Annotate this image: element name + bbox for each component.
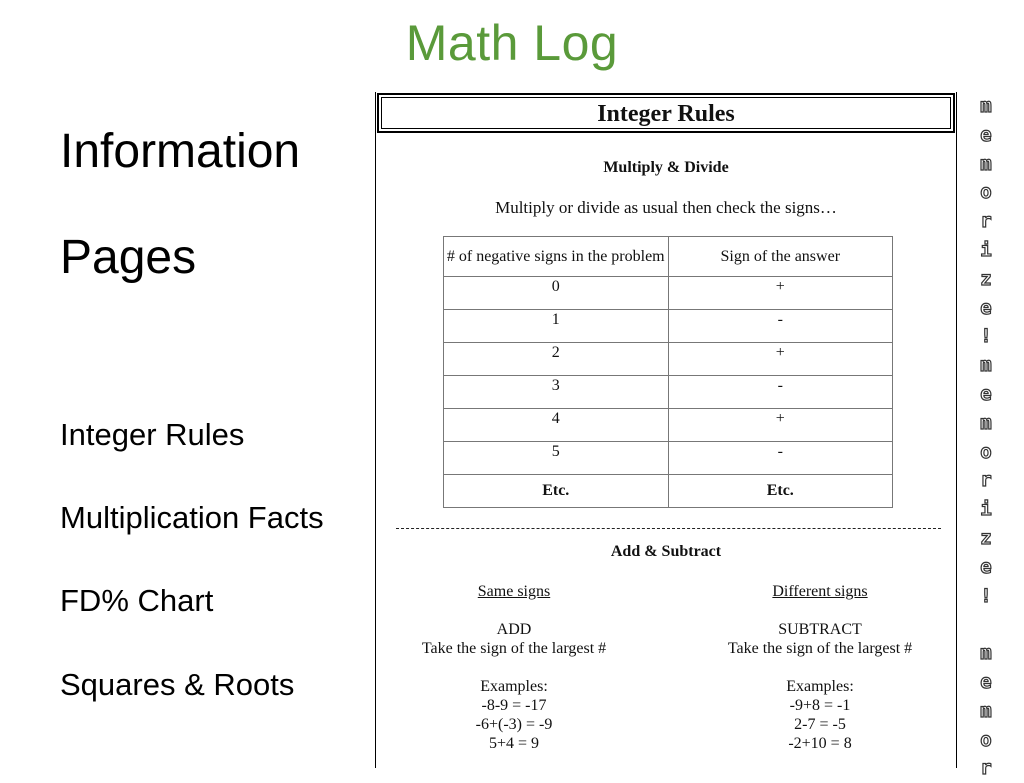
sidebar-letter: m	[980, 152, 992, 175]
sidebar-letter: r	[980, 469, 992, 492]
heading-information: Information	[60, 125, 301, 178]
sidebar-letter: e	[980, 555, 992, 578]
table-row	[444, 277, 893, 310]
sidebar-letter: e	[980, 670, 992, 693]
table-cell: Etc.	[444, 475, 669, 508]
same-signs-column	[384, 582, 644, 753]
table-cell: -	[668, 442, 893, 475]
sign-rules-table	[443, 236, 893, 508]
sidebar-letter: e	[980, 296, 992, 319]
document-title: Integer Rules	[377, 93, 955, 133]
sidebar-letter: m	[980, 411, 992, 434]
nav-squares-roots[interactable]: Squares & Roots	[60, 667, 295, 702]
same-signs-example: -8-9 = -17	[481, 697, 547, 714]
sidebar-letter: o	[980, 728, 992, 751]
table-cell: +	[668, 409, 893, 442]
sidebar-letter: i	[980, 238, 992, 261]
sidebar-letter: !	[980, 584, 992, 607]
same-signs-example: 5+4 = 9	[488, 735, 540, 752]
table-row	[444, 343, 893, 376]
table-cell: 2	[444, 343, 669, 376]
sidebar-letter: !	[980, 325, 992, 348]
multiply-divide-intro: Multiply or divide as usual then check the signs…	[495, 198, 837, 217]
table-header-negatives: # of negative signs in the problem	[444, 237, 669, 277]
integer-rules-document	[375, 92, 957, 768]
sidebar-letter: o	[980, 181, 992, 204]
table-cell: 1	[444, 310, 669, 343]
same-signs-examples-label: Examples:	[480, 678, 548, 695]
sidebar-letter: m	[980, 354, 992, 377]
table-header-sign: Sign of the answer	[668, 237, 893, 277]
table-cell: +	[668, 277, 893, 310]
sidebar-gap	[966, 610, 1006, 639]
heading-pages: Pages	[60, 231, 197, 284]
different-signs-operation: SUBTRACT	[778, 621, 862, 638]
table-row	[444, 376, 893, 409]
different-signs-example: -2+10 = 8	[788, 735, 852, 752]
nav-multiplication-facts[interactable]: Multiplication Facts	[60, 500, 324, 535]
same-signs-label: Same signs	[477, 583, 551, 600]
sidebar-letter: o	[980, 440, 992, 463]
table-row	[444, 310, 893, 343]
table-cell: 5	[444, 442, 669, 475]
memorize-vertical-text	[966, 92, 1006, 783]
same-signs-example: -6+(-3) = -9	[475, 716, 553, 733]
sidebar-letter: r	[980, 757, 992, 780]
sidebar-letter: z	[980, 267, 992, 290]
table-cell: -	[668, 376, 893, 409]
sidebar-letter: r	[980, 210, 992, 233]
table-row	[444, 409, 893, 442]
nav-integer-rules[interactable]: Integer Rules	[60, 417, 245, 452]
sidebar-letter: m	[980, 642, 992, 665]
different-signs-column	[690, 582, 950, 753]
different-signs-example: 2-7 = -5	[794, 716, 846, 733]
nav-fd-chart[interactable]: FD% Chart	[60, 583, 214, 618]
same-signs-operation: ADD	[496, 621, 532, 638]
table-cell: 0	[444, 277, 669, 310]
table-cell: 3	[444, 376, 669, 409]
sidebar-letter: z	[980, 526, 992, 549]
same-signs-rule: Take the sign of the largest #	[421, 640, 607, 657]
table-cell: 4	[444, 409, 669, 442]
different-signs-examples-label: Examples:	[786, 678, 854, 695]
sidebar-letter: e	[980, 382, 992, 405]
slide-title: Math Log	[405, 15, 619, 71]
different-signs-rule: Take the sign of the largest #	[727, 640, 913, 657]
different-signs-label: Different signs	[772, 583, 868, 600]
table-row	[444, 442, 893, 475]
table-cell: Etc.	[668, 475, 893, 508]
table-row	[444, 475, 893, 508]
sidebar-letter: e	[980, 123, 992, 146]
dashed-divider	[396, 528, 941, 529]
table-cell: +	[668, 343, 893, 376]
sidebar-letter: m	[980, 95, 992, 117]
different-signs-example: -9+8 = -1	[789, 697, 851, 714]
sidebar-letter: i	[980, 498, 992, 521]
add-subtract-heading: Add & Subtract	[610, 543, 722, 560]
multiply-divide-heading: Multiply & Divide	[603, 159, 729, 176]
sidebar-letter: m	[980, 699, 992, 722]
table-cell: -	[668, 310, 893, 343]
